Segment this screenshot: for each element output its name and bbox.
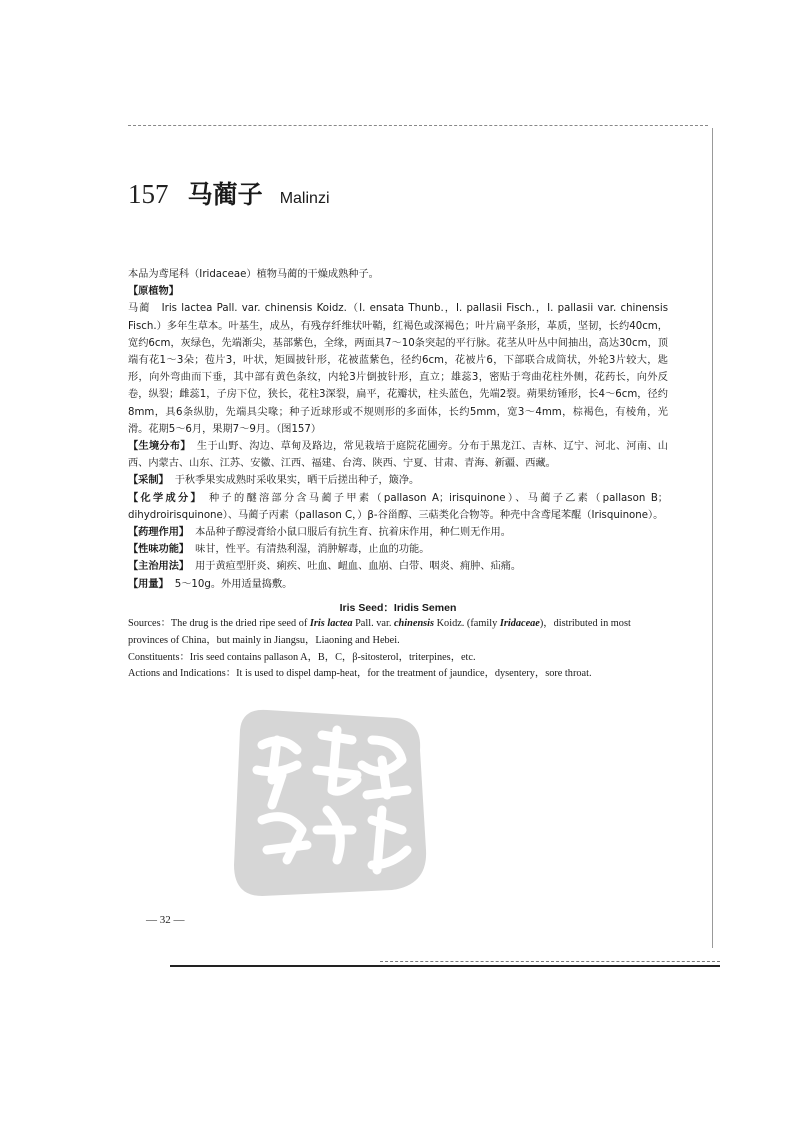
english-title: Iris Seed：Iridis Semen — [339, 602, 457, 614]
sources-text: Sources：The drug is the dried ripe seed of — [128, 618, 310, 629]
entry-name-pinyin: Malinzi — [279, 190, 330, 207]
english-actions: Actions and Indications：It is used to dispel damp-heat，for the treatment of jaundice，dysentery，sore throat. — [128, 668, 592, 680]
section-heading: 【生境分布】 — [128, 441, 191, 453]
section-usage — [128, 558, 668, 575]
section-heading: 【原植物】 — [128, 286, 179, 298]
original-plant-text: 马蔺 Iris lactea Pall. var. chinensis Koidz.（I. ensata Thunb.，I. pallasii Fisch.，I. pallasii var. chinensis Fisch.）多年生草本。叶基生，成丛，有残存纤维状叶鞘，红褐色或深褐色；叶片扁平条形，革质，坚韧，长约40cm，宽约6cm，灰绿色，先端渐尖，基部紫色，全缘，两面具7～10条突起的平行脉。花茎从叶丛中间抽出，高达30cm，顶端有花1～3朵；苞片3，叶状，矩圆披针形，花被蓝紫色，径约6cm，花被片6，下部联合成筒状，外轮3片较大，匙形，向外弯曲而下垂，其中部有黄色条纹，内轮3片倒披针形，直立；雄蕊3，密贴于弯曲花柱外侧，花药长，向外反卷，纵裂；雌蕊1，子房下位，狭长，花柱3深裂，扁平，花瓣状，柱头蓝色，先端2裂。蒴果纺锤形，长4～6cm，径约8mm，具6条纵肋，先端具尖喙；种子近球形或不规则形的多面体，长约5mm，宽3～4mm，棕褐色，有棱角，光滑。花期5～6月，果期7～9月。（图157） — [128, 303, 668, 435]
section-text: 用于黄疸型肝炎、痢疾、吐血、衄血、血崩、白带、咽炎、痈肿、疝痛。 — [195, 561, 522, 573]
section-heading: 【性味功能】 — [128, 544, 190, 556]
sources-text: Koidz. (family — [434, 618, 500, 629]
sources-text: )，distributed in most provinces of China，but mainly in Jiangsu，Liaoning and Hebei. — [128, 618, 631, 646]
entry-title — [128, 175, 330, 211]
top-rule — [128, 125, 708, 126]
margin-line — [712, 128, 713, 948]
chinese-body — [128, 266, 668, 593]
section-dosage — [128, 576, 668, 593]
bottom-dashed-rule — [380, 961, 720, 962]
scientific-name: Iris lactea — [309, 618, 353, 629]
section-pharmacology — [128, 524, 668, 541]
section-properties — [128, 541, 668, 558]
section-text: 味甘，性平。有清热利湿，消肿解毒，止血的功能。 — [195, 544, 430, 556]
section-habitat — [128, 438, 668, 472]
english-constituents: Constituents：Iris seed contains pallason A，B，C，β-sitosterol，triterpines，etc. — [128, 651, 476, 663]
section-heading: 【化学成分】 — [128, 492, 203, 504]
section-text: 种子的醚溶部分含马蔺子甲素（pallason A；irisquinone）、马蔺子乙素（pallason B；dihydroirisquinone）、马蔺子丙素（pallason C，）β-谷甾醇、三萜类化合物等。种壳中含鸢尾苯醌（Irisquinone）。 — [128, 492, 668, 521]
section-heading: 【采制】 — [128, 475, 169, 487]
section-text: 本品种子醇浸膏给小鼠口服后有抗生育、抗着床作用，种仁则无作用。 — [195, 527, 511, 539]
section-chemistry — [128, 490, 668, 524]
section-text: 生于山野、沟边、草甸及路边，常见栽培于庭院花圃旁。分布于黑龙江、吉林、辽宁、河北、河南、山西、内蒙古、山东、江苏、安徽、江西、福建、台湾、陕西、宁夏、甘肃、青海、新疆、西藏。 — [128, 441, 668, 470]
entry-name-chinese: 马蔺子 — [187, 180, 263, 209]
bottom-rule — [170, 965, 720, 967]
english-body — [128, 616, 668, 683]
section-heading: 【主治用法】 — [128, 561, 190, 573]
scientific-name: chinensis — [393, 618, 435, 629]
section-heading: 【药理作用】 — [128, 527, 190, 539]
section-heading: 【用量】 — [128, 578, 169, 590]
section-text: 于秋季果实成熟时采收果实，晒干后搓出种子，簸净。 — [174, 475, 420, 487]
seal-stamp-icon — [222, 700, 437, 900]
sources-text: Pall. var. — [352, 618, 394, 629]
family-name: Iridaceae — [499, 618, 540, 629]
english-sources — [128, 616, 668, 650]
intro-paragraph: 本品为鸢尾科（Iridaceae）植物马蔺的干燥成熟种子。 — [128, 269, 379, 280]
section-text: 5～10g。外用适量捣敷。 — [174, 578, 293, 590]
section-collection — [128, 472, 668, 489]
page-number: — 32 — — [146, 914, 185, 926]
entry-number: 157 — [128, 179, 169, 209]
